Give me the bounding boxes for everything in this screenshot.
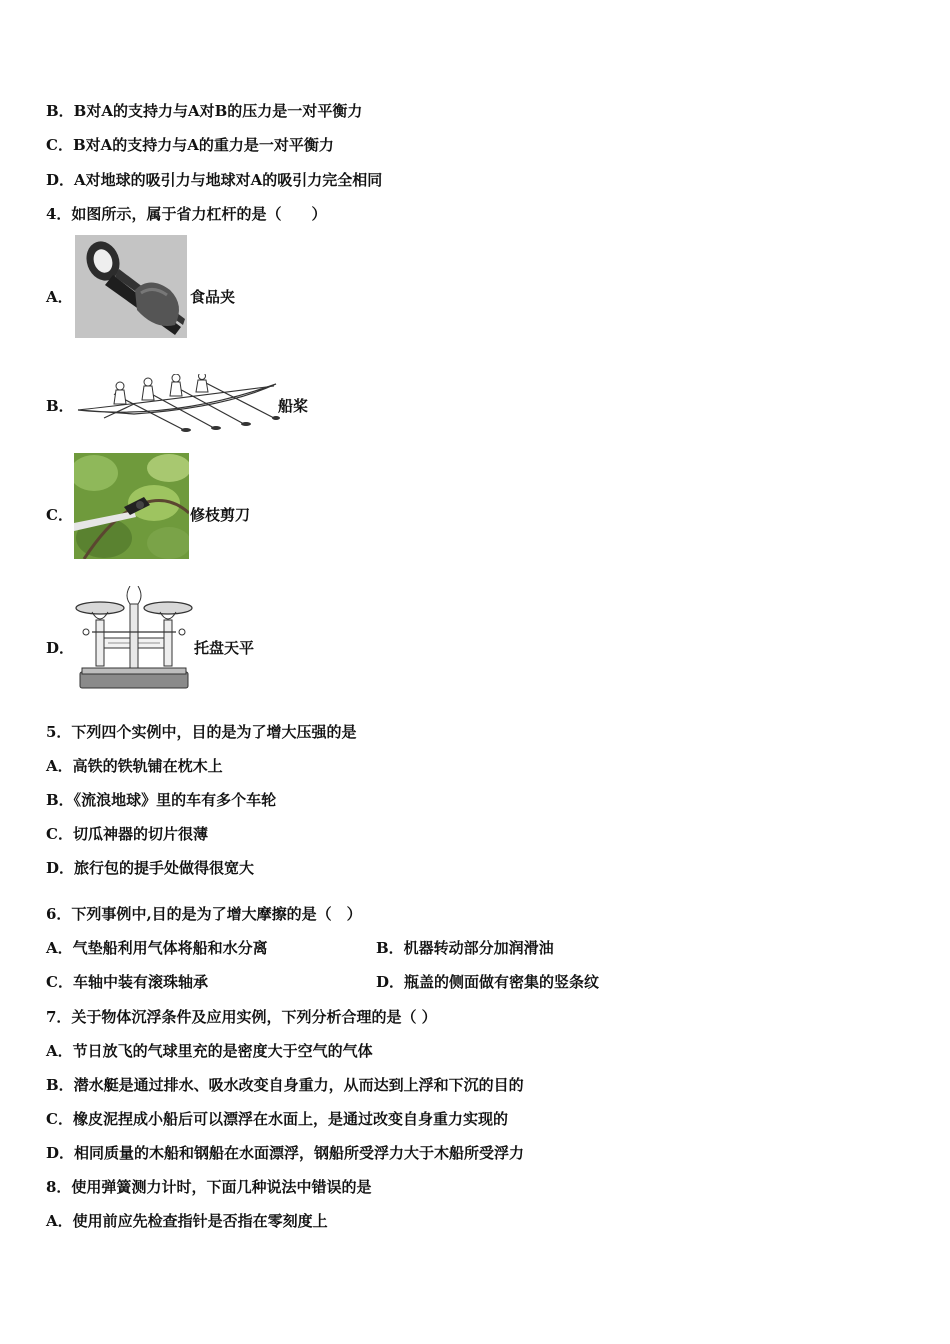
q7-stem: 7．关于物体沉浮条件及应用实例，下列分析合理的是（ ） [46, 1008, 437, 1026]
q4-option-c-caption: 修枝剪刀 [190, 506, 251, 524]
q4-option-d-label: D． [46, 639, 75, 657]
q5-option-d: D．旅行包的提手处做得很宽大 [46, 859, 255, 877]
q7-option-d: D．相同质量的木船和钢船在水面漂浮，钢船所受浮力大于木船所受浮力 [46, 1144, 525, 1162]
q6-option-c: C．车轴中装有滚珠轴承 [46, 973, 208, 991]
q5-stem: 5．下列四个实例中，目的是为了增大压强的是 [46, 723, 357, 741]
q3-option-b: B．B对A的支持力与A对B的压力是一对平衡力 [46, 102, 363, 120]
q3-option-c: C．B对A的支持力与A的重力是一对平衡力 [46, 136, 334, 154]
tray-balance-drawing-icon [72, 586, 196, 692]
q5-option-b: B．《流浪地球》里的车有多个车轮 [46, 791, 277, 809]
food-tongs-photo-icon [75, 235, 187, 338]
q6-option-b: B．机器转动部分加润滑油 [376, 939, 554, 957]
q4-stem: 4．如图所示，属于省力杠杆的是（ ） [46, 205, 327, 223]
q7-option-c: C．橡皮泥捏成小船后可以漂浮在水面上，是通过改变自身重力实现的 [46, 1110, 508, 1128]
q5-option-a: A．高铁的铁轨铺在枕木上 [46, 757, 223, 775]
pruning-shears-photo-icon [74, 453, 189, 559]
q6-option-d: D．瓶盖的侧面做有密集的竖条纹 [376, 973, 600, 991]
q3-option-d: D．A对地球的吸引力与地球对A的吸引力完全相同 [46, 171, 383, 189]
q6-option-a: A．气垫船利用气体将船和水分离 [46, 939, 268, 957]
q4-option-d-caption: 托盘天平 [194, 639, 255, 657]
q8-stem: 8．使用弹簧测力计时，下面几种说法中错误的是 [46, 1178, 372, 1196]
q4-option-a-caption: 食品夹 [190, 288, 236, 306]
q6-stem: 6．下列事例中,目的是为了增大摩擦的是（ ） [46, 905, 362, 923]
q4-option-b-caption: 船桨 [278, 397, 309, 415]
q7-option-b: B．潜水艇是通过排水、吸水改变自身重力，从而达到上浮和下沉的目的 [46, 1076, 524, 1094]
q4-option-b-label: B． [46, 397, 74, 415]
q8-option-a: A．使用前应先检查指针是否指在零刻度上 [46, 1212, 328, 1230]
rowing-boat-drawing-icon [74, 374, 280, 434]
q4-option-a-label: A． [46, 288, 73, 306]
q5-option-c: C．切瓜神器的切片很薄 [46, 825, 208, 843]
q4-option-c-label: C． [46, 506, 73, 524]
q7-option-a: A．节日放飞的气球里充的是密度大于空气的气体 [46, 1042, 373, 1060]
